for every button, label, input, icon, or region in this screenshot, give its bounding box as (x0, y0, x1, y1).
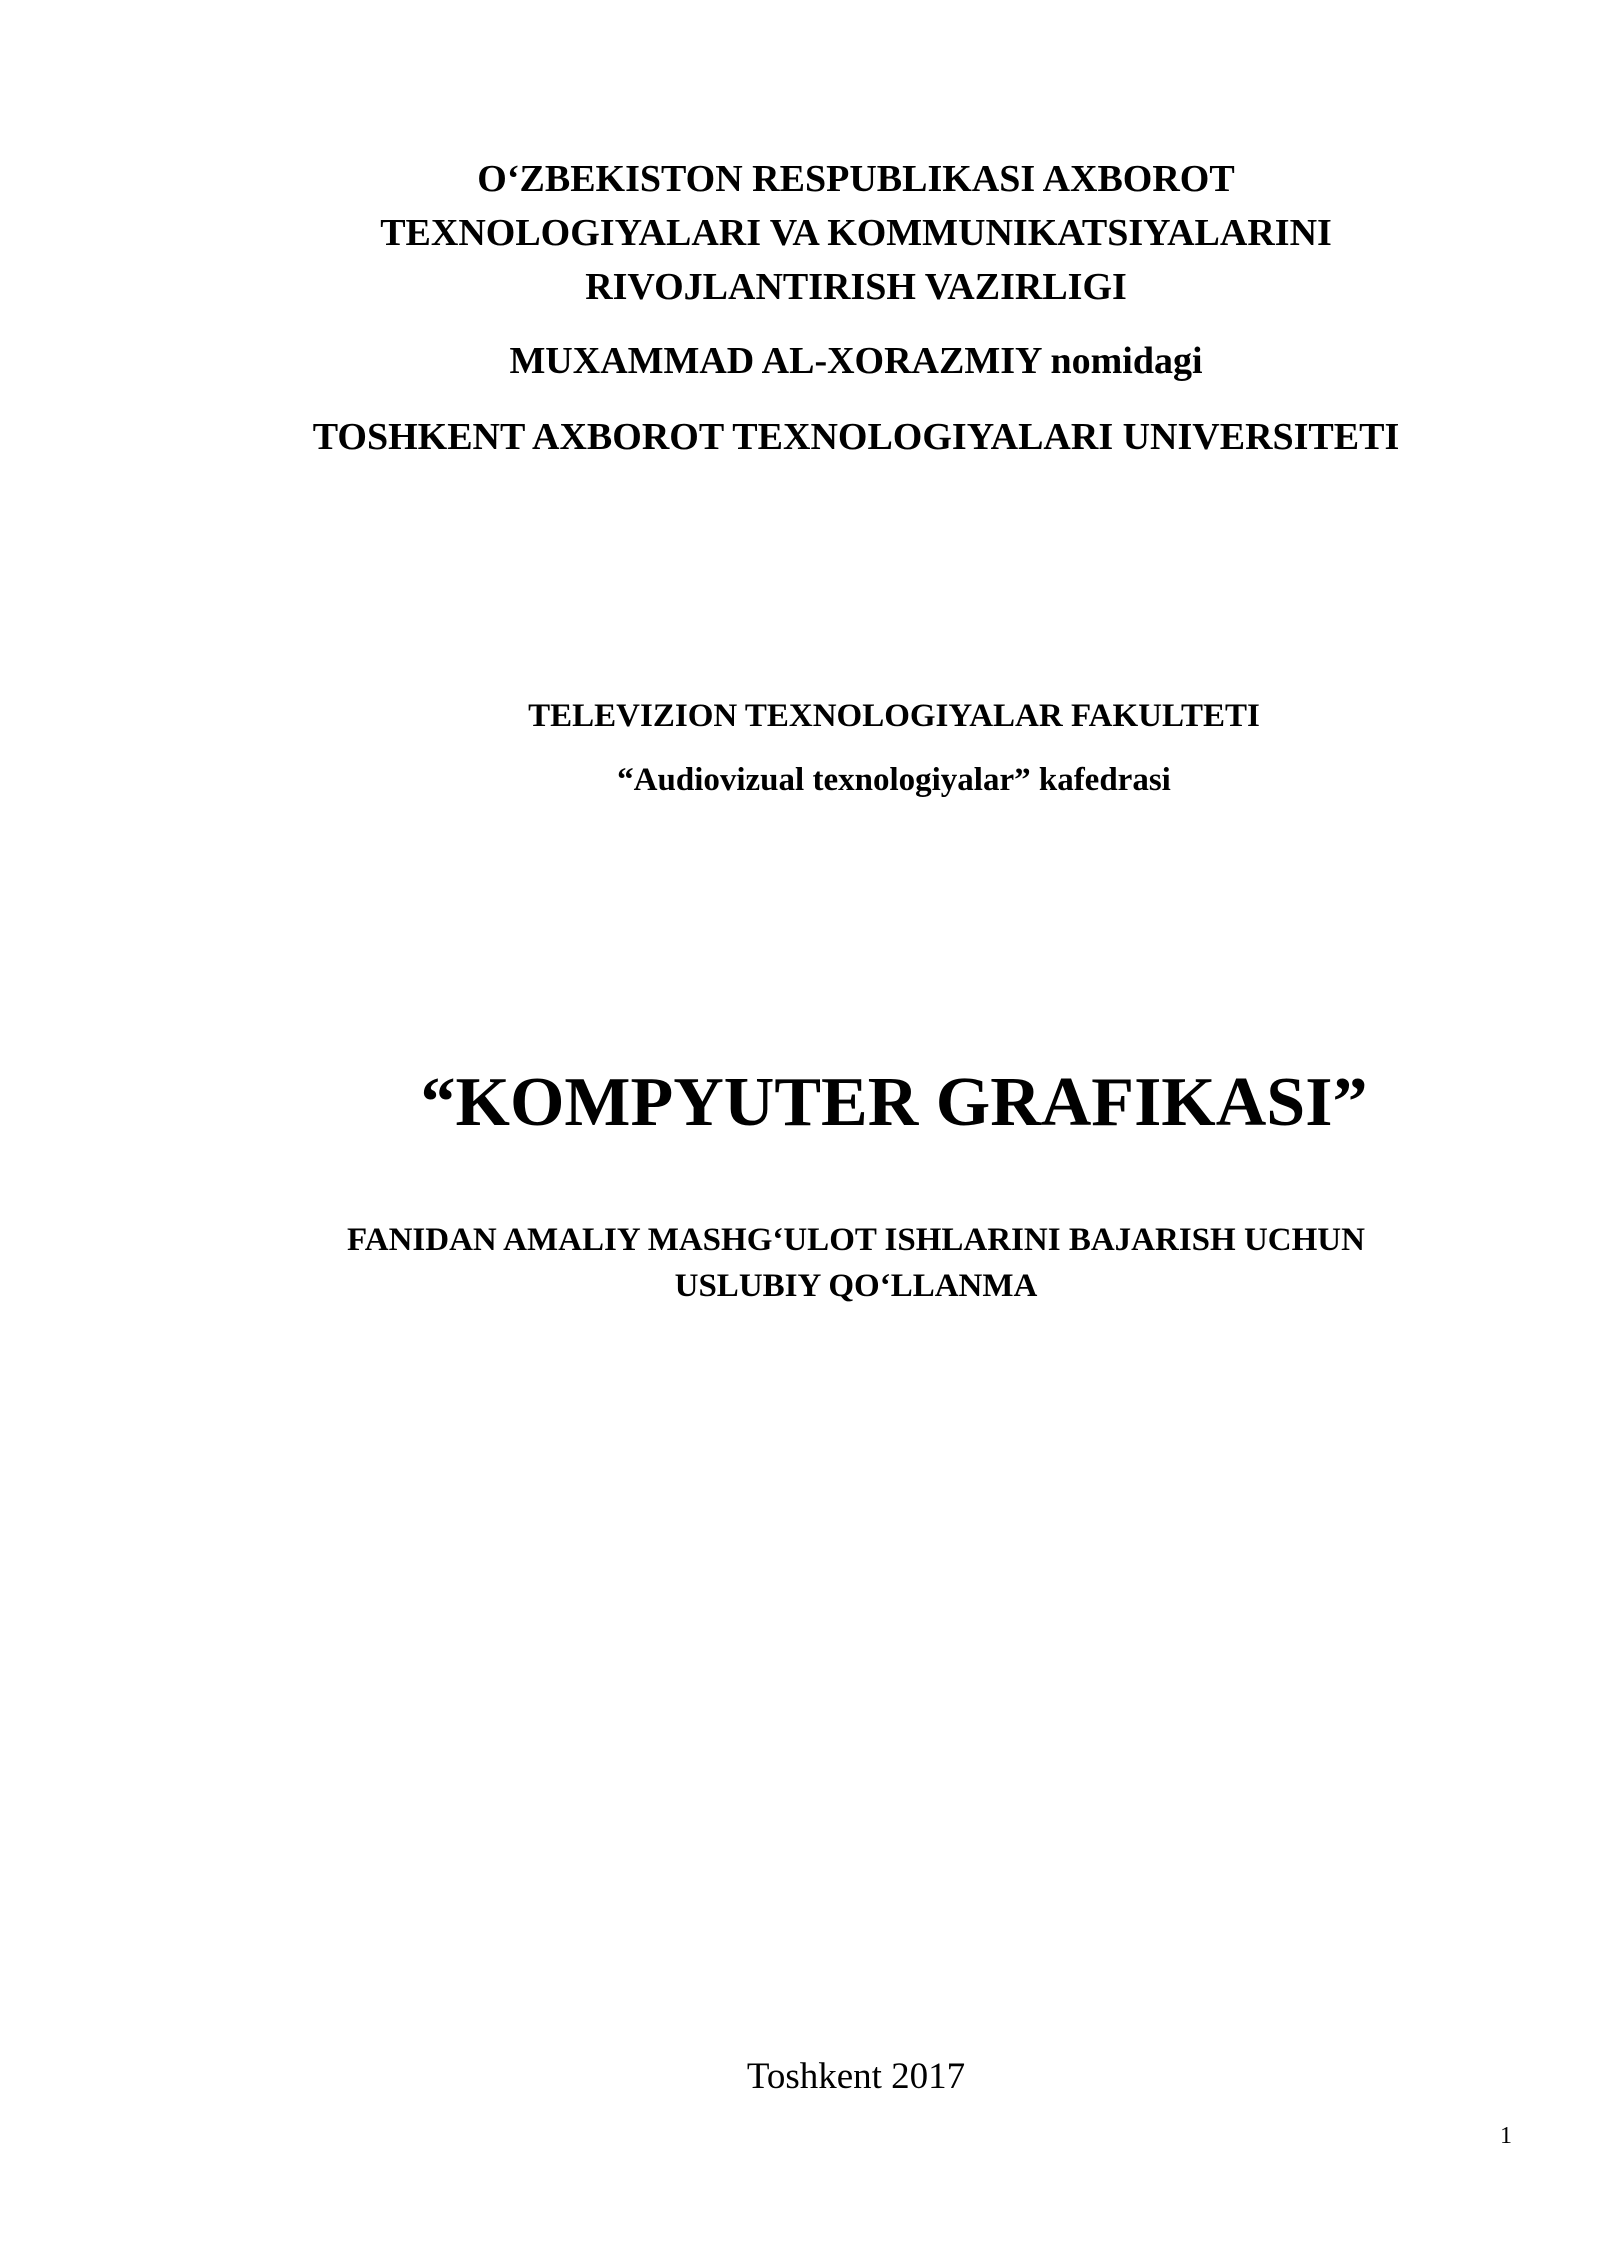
document-subtitle-line-2: USLUBIY QO‘LLANMA (674, 1268, 1038, 1304)
named-after-line: MUXAMMAD AL-XORAZMIY nomidagi (509, 340, 1203, 382)
city-year: Toshkent 2017 (746, 2056, 966, 2097)
department-name: “Audiovizual texnologiyalar” kafedrasi (617, 762, 1171, 798)
university-name: TOSHKENT AXBOROT TEXNOLOGIYALARI UNIVERSITETI (312, 416, 1400, 458)
document-subtitle-line-1: FANIDAN AMALIY MASHG‘ULOT ISHLARINI BAJARISH UCHUN (347, 1222, 1365, 1258)
ministry-name-line-3: RIVOJLANTIRISH VAZIRLIGI (585, 266, 1127, 308)
faculty-name: TELEVIZION TEXNOLOGIYALAR FAKULTETI (528, 698, 1260, 734)
ministry-name-line-2: TEXNOLOGIYALARI VA KOMMUNIKATSIYALARINI (380, 212, 1332, 254)
document-title: “KOMPYUTER GRAFIKASI” (420, 1064, 1368, 1141)
ministry-name-line-1: O‘ZBEKISTON RESPUBLIKASI AXBOROT (477, 158, 1235, 200)
page-number: 1 (1500, 2123, 1512, 2149)
